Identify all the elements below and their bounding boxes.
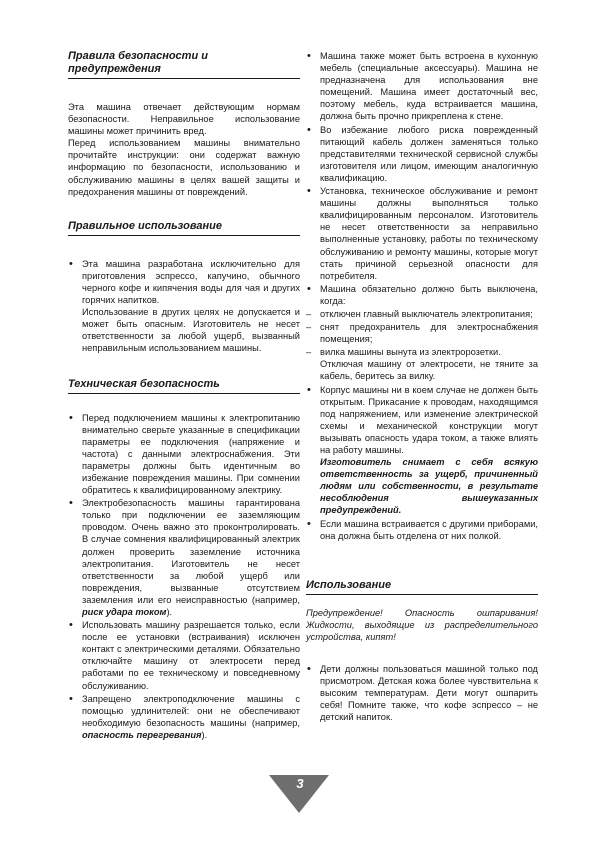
section-title-correct-use: Правильное использование <box>68 220 300 236</box>
list-item: • Машина обязательно должно быть выключена, когда: <box>306 283 538 307</box>
list-item-text: Отключая машину от электросети, не тяните за кабель, беритесь за вилку. <box>320 359 538 382</box>
section-title-technical-safety: Техническая безопасность <box>68 378 300 394</box>
left-column <box>68 50 300 742</box>
list-item <box>68 693 300 741</box>
dash-item: – снят предохранитель для электроснабжения помещения; <box>306 321 538 345</box>
list-item: • Использовать машину разрешается только, если после ее установки (встраивания) исключен контакт с электрическими деталями. Обязательно отключайте машину от электросети перед работами по ее техническому и повседневному обслуживанию. <box>68 619 300 692</box>
warning-text: Предупреждение! Опасность ошпаривания! Жидкости, выходящие из распределительного устройства, кипят! <box>306 607 538 642</box>
list-item: • Дети должны пользоваться машиной только под присмотром. Детская кожа более чувствительна к высоким температурам. Дети могут ошпарить себя! Помните также, что кофе эспрессо – не детский напиток. <box>306 663 538 723</box>
dash-item <box>306 346 538 382</box>
list-item <box>68 258 300 355</box>
usage-list <box>306 663 538 723</box>
section-title-line: предупреждения <box>68 63 161 75</box>
list-item-text: Использование в других целях не допускается и может быть опасным. Изготовитель не несет ответственности за любой ущерб, вызванный неправильным использованием машины. <box>82 307 300 354</box>
list-item: • Установка, техническое обслуживание и ремонт машины должны выполняться только квалифицированным персоналом. Изготовитель не несет ответственности за неправильно выполненные установку, работы по техническому обслуживанию и ремонту машины, которые могут стать причиной серьезной опасности для потребителя. <box>306 185 538 282</box>
list-item-text: Эта машина разработана исключительно для приготовления эспрессо, капучино, обычного черного кофе и кипячения воды для чая и других горячих напитков. <box>82 258 300 306</box>
list-item-text: ). <box>166 607 173 617</box>
list-item-text: Запрещено электроподключение машины с помощью удлинителей: они не обеспечивают необходимую безопасность машины (например, <box>82 693 300 728</box>
section-title-line: Правила безопасности и <box>68 50 208 62</box>
correct-use-list <box>68 258 300 355</box>
list-item-text: ). <box>201 729 208 740</box>
list-item-text: Электробезопасность машины гарантирована только при подключении ее заземляющим проводом. Очень важно это проконтролировать. В случае сомнения квалифицированный электрик должен проверить заземление источника электропитания. Изготовитель не несет ответственности за любой ущерб или повреждения, вызванные отсутствием заземления или его неисправностью (например, <box>82 498 300 605</box>
technical-safety-list <box>68 412 300 742</box>
list-item <box>306 384 538 517</box>
list-item-text: Корпус машины ни в коем случае не должен быть открытым. Прикасание к проводам, находящимся под напряжением, или изменение электрической схемы и механической конструкции могут вызывать опасность удара током, а также влиять на работу машины. <box>320 384 538 455</box>
page-number: 3 <box>296 776 304 791</box>
list-item: • Перед подключением машины к электропитанию внимательно сверьте указанные в спецификации параметры ее подключения (напряжение и частота) с данными электроснабжения. Эти параметры должны быть идентичным во избежание повреждения машины. При сомнении обратитесь к квалифицированному электрику. <box>68 412 300 497</box>
list-item <box>68 497 300 618</box>
list-item: • Во избежание любого риска поврежденный питающий кабель должен заменяться только представителями технической сервисной службы изготовителя или лицом, имеющим аналогичную квалификацию. <box>306 124 538 184</box>
list-item: • Если машина встраивается с другими приборами, она должна быть отделена от них полкой. <box>306 518 538 542</box>
emphasis-text: Изготовитель снимает с себя всякую ответственность за ущерб, причиненный людям или собственности, в результате несоблюдения вышеуказанных предупреждений. <box>320 457 538 516</box>
emphasis-text: риск удара током <box>82 607 167 617</box>
emphasis-text: опасность перегревания <box>82 729 202 740</box>
list-item: • Машина также может быть встроена в кухонную мебель (специальные аксессуары). Машина не предназначена для использования вне помещений. Машина имеет достаточный вес, поэтому мебель, куда встраивается машина, должна быть прочно прикреплена к стене. <box>306 50 538 123</box>
right-column <box>306 50 538 725</box>
list-item-text: вилка машины вынута из электророзетки. <box>320 347 501 358</box>
section-title-safety <box>68 50 300 79</box>
dash-item: – отключен главный выключатель электропитания; <box>306 308 538 320</box>
section-title-usage: Использование <box>306 579 538 595</box>
paragraph: Перед использованием машины внимательно прочитайте инструкции: они содержат важную информацию по безопасности, использованию и обслуживанию машины в целях вашей защиты и предохранения машины от повреждений. <box>68 138 300 197</box>
technical-safety-list-continued <box>306 50 538 542</box>
paragraph: Эта машина отвечает действующим нормам безопасности. Неправильное использование машины может причинить вред. <box>68 102 300 137</box>
